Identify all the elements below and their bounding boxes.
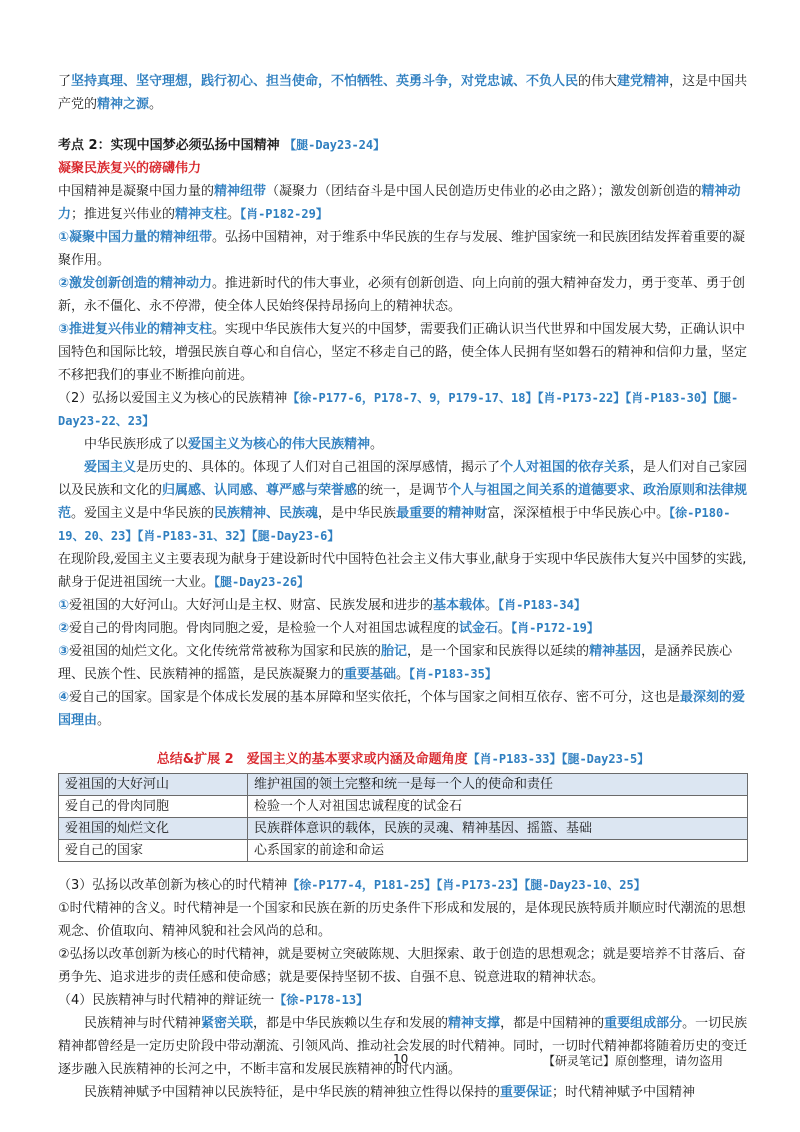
table-cell: 爱祖国的大好河山 <box>59 774 248 796</box>
section-heading-kaodian2: 考点 2：实现中国梦必须弘扬中国精神 【腿-Day23-24】 <box>58 138 386 153</box>
point-love-culture: ③爱祖国的灿烂文化。文化传统常常被称为国家和民族的胎记，是一个国家和民族得以延续的精神基因，是涵养民族心理、民族个性、民族精神的摇篮，是民族凝聚力的重要基础。【肖-P183-35】 <box>58 644 733 682</box>
section-3-heading: （3）弘扬以改革创新为核心的时代精神【徐-P177-4，P181-25】【肖-P173-23】【腿-Day23-10、25】 <box>58 878 646 893</box>
paragraph-china-spirit: 中国精神是凝聚中国力量的精神纽带（凝聚力（团结奋斗是中国人民创造历史伟业的必由之路）；激发创新创造的精神动力；推进复兴伟业的精神支柱。【肖-P182-29】 <box>58 184 741 222</box>
point-2-motivation: ②激发创新创造的精神动力。推进新时代的伟大事业，必须有创新创造、向上向前的强大精神奋发力，勇于变革、勇于创新，永不僵化、永不停滞，使全体人民始终保持昂扬向上的精神状态。 <box>58 276 746 314</box>
section-2-heading: （2）弘扬以爱国主义为核心的民族精神【徐-P177-6，P178-7、9，P179-17、18】【肖-P173-22】【肖-P183-30】【腿-Day23-22、23】 <box>58 391 739 428</box>
point-love-country: ④爱自己的国家。国家是个体成长发展的基本屏障和坚实依托，个体与国家之间相互依存、密不可分，这也是最深刻的爱国理由。 <box>58 690 746 728</box>
table-cell: 民族群体意识的载体，民族的灵魂、精神基因、摇篮、基础 <box>248 818 748 840</box>
table-cell: 心系国家的前途和命运 <box>248 840 748 862</box>
table-cell: 检验一个人对祖国忠诚程度的试金石 <box>248 796 748 818</box>
paragraph-patriotism: 爱国主义是历史的、具体的。体现了人们对自己祖国的深厚感情，揭示了个人对祖国的依存关系，是人们对自己家园以及民族和文化的归属感、认同感、尊严感与荣誉感的统一，是调节个人与祖国之间关系的道德要求、政治原则和法律规范。爱国主义是中华民族的民族精神、民族魂，是中华民族最重要的精神财富，深深植根于中华民族心中。【徐-P180-19、20、23】【肖-P183-31、32】【腿-Day23-6】 <box>58 460 748 543</box>
point-love-land: ①爱祖国的大好河山。大好河山是主权、财富、民族发展和进步的基本载体。【肖-P183-34】 <box>58 598 586 613</box>
page-number: 10 <box>393 1052 409 1066</box>
paragraph-current-stage: 在现阶段,爱国主义主要表现为献身于建设新时代中国特色社会主义伟大事业,献身于实现中华民族伟大复兴中国梦的实践,献身于促进祖国统一大业。【腿-Day23-26】 <box>58 552 747 590</box>
table-cell: 爱自己的骨肉同胞 <box>59 796 248 818</box>
summary-table <box>58 773 748 862</box>
point-1-bond: ①凝聚中国力量的精神纽带。弘扬中国精神，对于维系中华民族的生存与发展、维护国家统一和民族团结发挥着重要的凝聚作用。 <box>58 230 746 268</box>
table-row <box>59 840 748 862</box>
section-4-heading: （4）民族精神与时代精神的辩证统一【徐-P178-13】 <box>58 993 369 1008</box>
paragraph-dialectical-unity: 民族精神与时代精神紧密关联，都是中华民族赖以生存和发展的精神支撑，都是中国精神的重要组成部分。一切民族精神都曾经是一定历史阶段中带动潮流、引领风尚、推动社会发展的时代精神。同时，一切时代精神都将随着历史的变迁逐步融入民族精神的长河之中，不断丰富和发展民族精神的时代内涵。 <box>58 1016 748 1077</box>
document-body <box>58 70 748 1104</box>
point-era-spirit-meaning: ①时代精神的含义。时代精神是一个国家和民族在新的历史条件下形成和发展的，是体现民族特质并顺应时代潮流的思想观念、价值取向、精神风貌和社会风尚的总和。 <box>58 901 746 939</box>
paragraph-national-spirit: 中华民族形成了以爱国主义为核心的伟大民族精神。 <box>84 437 384 452</box>
table-row <box>59 818 748 840</box>
table-cell: 爱自己的国家 <box>59 840 248 862</box>
table-cell: 维护祖国的领土完整和统一是每一个人的使命和责任 <box>248 774 748 796</box>
table-row <box>59 774 748 796</box>
table-cell: 爱祖国的灿烂文化 <box>59 818 248 840</box>
paragraph-party-spirit: 了坚持真理、坚守理想，践行初心、担当使命，不怕牺牲、英勇斗争，对党忠诚、不负人民的伟大建党精神，这是中国共产党的精神之源。 <box>58 74 748 112</box>
table-row <box>59 796 748 818</box>
point-love-compatriots: ②爱自己的骨肉同胞。骨肉同胞之爱，是检验一个人对祖国忠诚程度的试金石。【肖-P172-19】 <box>58 621 599 636</box>
point-3-pillar: ③推进复兴伟业的精神支柱。实现中华民族伟大复兴的中国梦，需要我们正确认识当代世界和中国发展大势，正确认识中国特色和国际比较，增强民族自尊心和自信心，坚定不移走自己的路，使全体人民拥有坚如磐石的精神和信仰力量，坚定不移把我们的事业不断推向前进。 <box>58 322 748 383</box>
summary-title: 总结&扩展 2 爱国主义的基本要求或内涵及命题角度【肖-P183-33】【腿-Day23-5】 <box>156 752 650 767</box>
footer-note: 【研灵笔记】原创整理，请勿盗用 <box>543 1054 724 1068</box>
subheading-rejuvenation: 凝聚民族复兴的磅礴伟力 <box>58 161 202 176</box>
paragraph-national-feature: 民族精神赋予中国精神以民族特征，是中华民族的精神独立性得以保持的重要保证；时代精神赋予中国精神 <box>84 1085 696 1100</box>
point-era-spirit-promote: ②弘扬以改革创新为核心的时代精神，就是要树立突破陈规、大胆探索、敢于创造的思想观念；就是要培养不甘落后、奋勇争先、追求进步的责任感和使命感；就是要保持坚韧不拔、自强不息、锐意进取的精神状态。 <box>58 947 746 985</box>
